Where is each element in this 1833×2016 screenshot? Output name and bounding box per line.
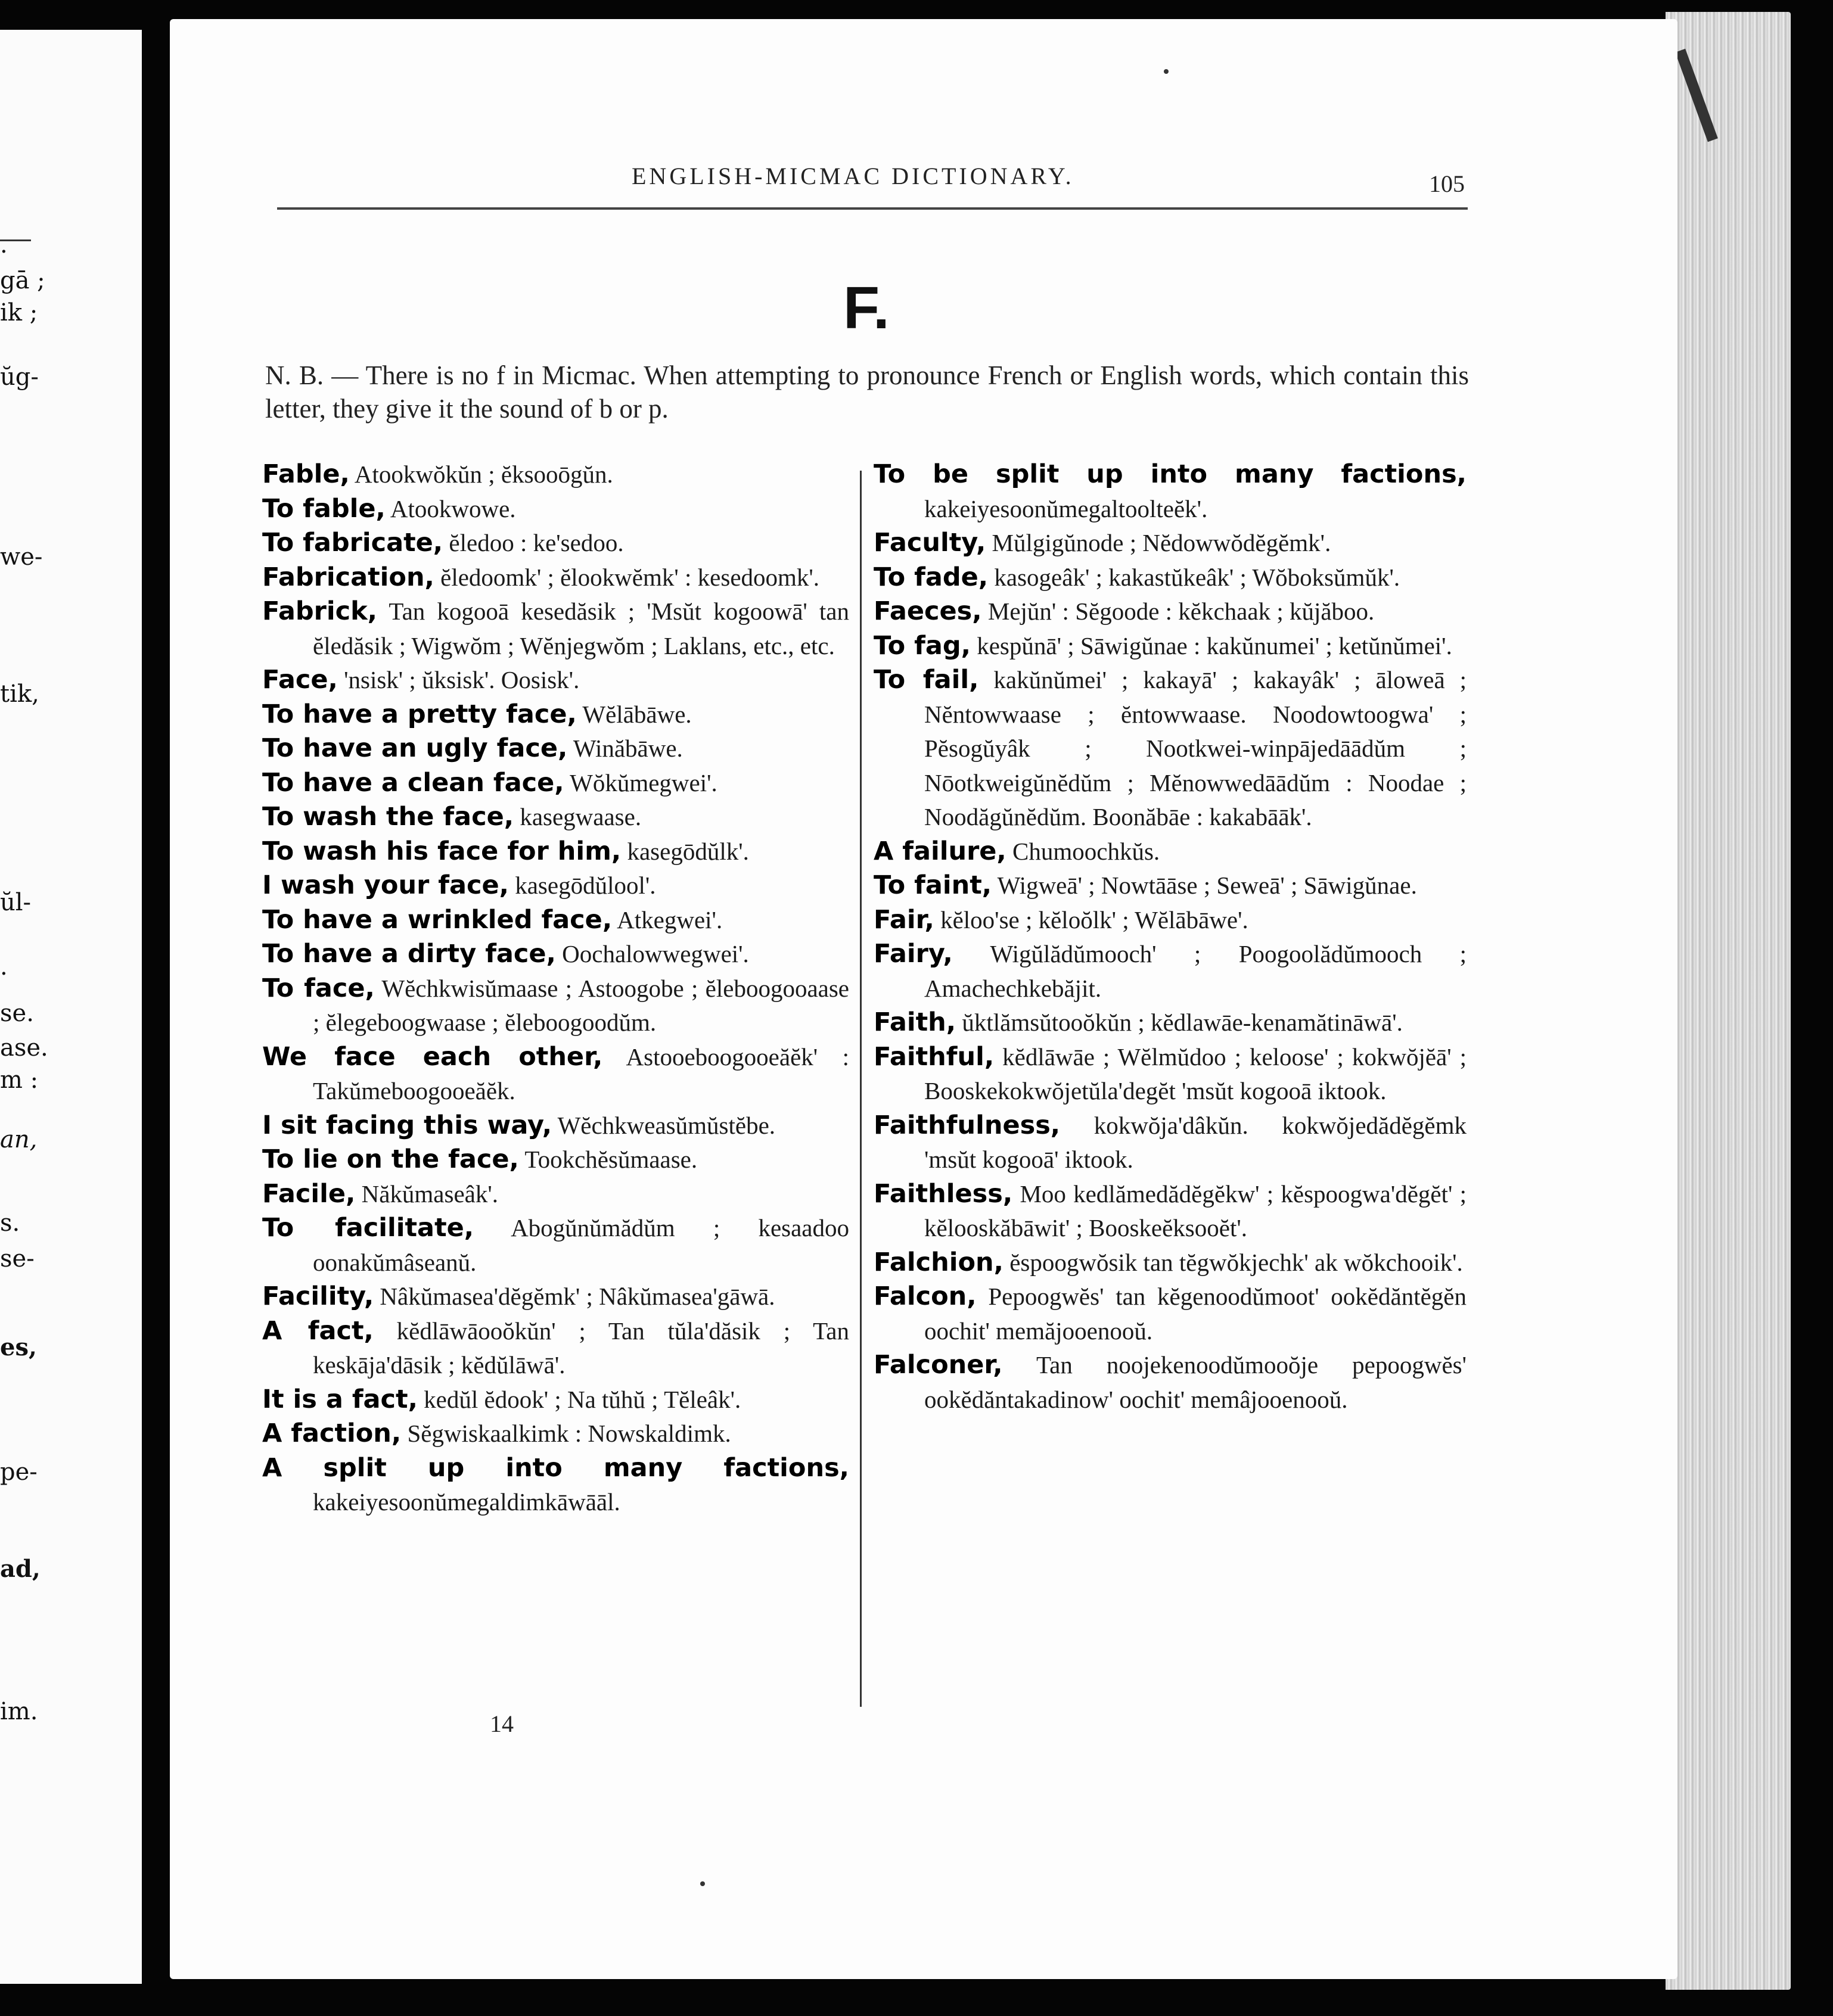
running-head: ENGLISH-MICMAC DICTIONARY.	[632, 163, 1074, 189]
entry-definition: 'nsisk' ; ŭksisk'. Oosisk'.	[344, 666, 580, 693]
left-fragment: we-	[0, 543, 43, 571]
signature-mark: 14	[490, 1710, 514, 1737]
dictionary-entry	[262, 492, 849, 527]
dictionary-entry	[262, 1314, 849, 1383]
section-letter: F.	[843, 275, 890, 341]
header-rule	[277, 207, 1468, 210]
entry-headword: Facile,	[262, 1178, 356, 1209]
dictionary-entry	[262, 869, 849, 903]
entry-headword: Fabrick,	[262, 596, 378, 626]
entry-headword: Falconer,	[874, 1350, 1003, 1380]
entry-headword: I wash your face,	[262, 870, 509, 900]
note-paragraph: N. B. — There is no f in Micmac. When attempting to pronounce French or English words, which contain this letter, they give it the sound of b or p.	[265, 360, 1469, 424]
entry-definition: kakeiyesoonŭmegaldimkāwāāl.	[313, 1488, 620, 1516]
left-fragment: .	[0, 231, 8, 259]
dictionary-entry	[262, 458, 849, 492]
dictionary-entry	[874, 1006, 1467, 1040]
entry-definition: Sĕgwiskaalkimk : Nowskaldimk.	[407, 1420, 731, 1447]
page-edges	[1666, 12, 1791, 1990]
entry-headword: Faithfulness,	[874, 1110, 1061, 1140]
speck	[700, 1881, 705, 1886]
left-fragment: m :	[0, 1066, 39, 1094]
entry-definition: Wŏkŭmegwei'.	[570, 769, 717, 797]
left-fragment: ŭg-	[0, 363, 39, 391]
entry-headword: To fable,	[262, 493, 386, 524]
entry-headword: It is a fact,	[262, 1384, 418, 1414]
left-fragment: gā ;	[0, 267, 45, 294]
left-fragment: se-	[0, 1245, 35, 1273]
entry-definition: Nâkŭmasea'dĕgĕmk' ; Nâkŭmasea'gāwā.	[380, 1283, 775, 1310]
entry-headword: Faeces,	[874, 596, 982, 626]
entry-headword: Falchion,	[874, 1247, 1004, 1277]
entry-definition: Mejŭn' : Sĕgoode : kĕkchaak ; kŭjăboo.	[987, 598, 1375, 625]
entry-definition: kokwŏja'dâkŭn. kokwŏjedădĕgĕmk 'msŭt kogooā' iktook.	[924, 1111, 1467, 1173]
entry-headword: Fabrication,	[262, 562, 434, 592]
entry-definition: Abogŭnŭmădŭm ; kesaadoo oonakŭmâseanŭ.	[313, 1214, 849, 1276]
dictionary-entry	[262, 1109, 849, 1143]
dictionary-entry	[874, 526, 1467, 561]
dictionary-entry	[874, 1177, 1467, 1246]
dictionary-entry	[874, 1040, 1467, 1109]
dictionary-entry	[874, 663, 1467, 835]
entry-definition: Oochalowwegwei'.	[562, 940, 749, 967]
entry-definition: Wigweā' ; Nowtāāse ; Seweā' ; Sāwigŭnae.	[997, 872, 1417, 899]
left-fragment: se.	[0, 1000, 34, 1027]
entry-headword: To have a dirty face,	[262, 939, 556, 969]
dictionary-entry	[874, 595, 1467, 629]
entry-headword: Fable,	[262, 459, 350, 489]
entry-headword: A split up into many factions,	[262, 1452, 849, 1483]
entry-definition: ĕledoomk' ; ĕlookwĕmk' : kesedoomk'.	[440, 563, 820, 591]
entry-headword: We face each other,	[262, 1041, 603, 1072]
entry-headword: To wash the face,	[262, 802, 514, 832]
entry-definition: kasegōdŭlool'.	[515, 872, 656, 899]
left-fragment: tik,	[0, 680, 39, 708]
dictionary-entry	[262, 800, 849, 835]
left-fragment: ad,	[0, 1555, 41, 1583]
dictionary-entry	[262, 937, 849, 972]
dictionary-entry	[262, 1040, 849, 1109]
dictionary-entry	[874, 869, 1467, 903]
dictionary-entry	[262, 1280, 849, 1314]
left-fragment: ŭl-	[0, 889, 32, 916]
dictionary-entry	[262, 663, 849, 698]
left-fragment: s.	[0, 1209, 20, 1237]
entry-definition: Tan noojekenoodŭmooŏje pepoogwĕs' ookĕdăntakadinow' oochit' memâjooenooŭ.	[924, 1351, 1467, 1413]
entry-headword: A failure,	[874, 836, 1006, 866]
dictionary-entry	[874, 458, 1467, 526]
entry-definition: kedŭl ĕdook' ; Na tŭhŭ ; Tĕleâk'.	[424, 1385, 741, 1413]
entry-headword: To facilitate,	[262, 1213, 474, 1243]
entry-definition: Chumoochkŭs.	[1012, 837, 1160, 865]
entry-headword: To have a wrinkled face,	[262, 904, 613, 935]
right-column	[874, 458, 1467, 1417]
left-column	[262, 458, 849, 1520]
left-fragment: im.	[0, 1698, 38, 1725]
entry-definition: kakŭnŭmei' ; kakayā' ; kakayâk' ; āloweā ; Nĕntowwaase ; ĕntowwaase. Noodowtoogwa' ; Pĕsogŭyâk ; Nootkwei-winpājedāādŭm ; Nōotkweigŭnĕdŭm ; Mĕnowwedāādŭm : Noodae ; Noodăgŭnĕdŭm. Boonăbāe : kakabāāk'.	[924, 666, 1467, 830]
entry-definition: Pepoogwĕs' tan kĕgenoodŭmoot' ookĕdăntĕgĕn oochit' memăjooenooŭ.	[924, 1283, 1467, 1345]
entry-headword: To wash his face for him,	[262, 836, 622, 866]
entry-headword: To have a clean face,	[262, 767, 564, 798]
dictionary-entry	[262, 526, 849, 561]
entry-definition: kasogeâk' ; kakastŭkeâk' ; Wŏboksŭmŭk'.	[994, 563, 1400, 591]
dictionary-entry	[262, 698, 849, 732]
left-fragment: es,	[0, 1333, 37, 1361]
entry-headword: Falcon,	[874, 1281, 977, 1311]
left-fragment: .	[0, 953, 8, 981]
dictionary-entry	[874, 1280, 1467, 1348]
left-fragment: ik ;	[0, 299, 38, 326]
entry-headword: To faint,	[874, 870, 992, 900]
entry-definition: Winăbāwe.	[573, 735, 683, 762]
entry-headword: A faction,	[262, 1418, 402, 1448]
entry-headword: To fabricate,	[262, 528, 443, 558]
dictionary-entry	[874, 1348, 1467, 1417]
entry-headword: To have an ugly face,	[262, 733, 568, 763]
entry-headword: Fair,	[874, 904, 934, 935]
entry-definition: Atookwŏkŭn ; ĕksooōgŭn.	[354, 461, 613, 488]
column-divider	[860, 471, 862, 1707]
entry-definition: Tookchĕsŭmaase.	[524, 1146, 698, 1173]
entry-headword: To lie on the face,	[262, 1144, 519, 1174]
dictionary-entry	[262, 595, 849, 663]
entry-headword: A fact,	[262, 1315, 374, 1346]
entry-definition: Wigŭlădŭmooch' ; Poogoolădŭmooch ; Amachechkebăjit.	[924, 940, 1467, 1002]
page-number: 105	[1429, 170, 1465, 197]
entry-definition: kĕdlāwāe ; Wĕlmŭdoo ; keloose' ; kokwŏjĕā' ; Booskekokwŏjetŭla'degĕt 'msŭt kogooā iktook.	[924, 1043, 1467, 1105]
left-fragment: ase.	[0, 1034, 48, 1062]
entry-definition: ĕspoogwŏsik tan tĕgwŏkjechk' ak wŏkchooik'.	[1009, 1248, 1463, 1276]
entry-definition: Wĕchkweasŭmŭstĕbe.	[557, 1111, 776, 1139]
entry-headword: Faithless,	[874, 1178, 1013, 1209]
entry-definition: Atookwowe.	[390, 494, 516, 522]
entry-definition: Moo kedlămedădĕgĕkw' ; kĕspoogwa'dĕgĕt' ; kĕlooskăbāwit' ; Booskeĕksooĕt'.	[924, 1180, 1467, 1242]
entry-definition: Wĕchkwisŭmaase ; Astoogobe ; ĕleboogooaase ; ĕlegeboogwaase ; ĕleboogoodŭm.	[313, 974, 849, 1036]
dictionary-entry	[262, 903, 849, 938]
left-fragment: pe-	[0, 1458, 38, 1486]
entry-definition: kĕdlāwāooŏkŭn' ; Tan tŭla'dăsik ; Tan keskāja'dāsik ; kĕdŭlāwā'.	[313, 1317, 850, 1379]
entry-definition: ŭktlămsŭtooŏkŭn ; kĕdlawāe-kenamătināwā'.	[962, 1009, 1403, 1036]
dictionary-entry	[262, 1383, 849, 1417]
entry-definition: kakeiyesoonŭmegaltoolteĕk'.	[924, 494, 1208, 522]
dictionary-entry	[874, 629, 1467, 664]
dictionary-entry	[262, 766, 849, 801]
entry-definition: Năkŭmaseâk'.	[361, 1180, 498, 1208]
dictionary-entry	[262, 1417, 849, 1451]
entry-headword: To be split up into many factions,	[874, 459, 1467, 489]
entry-headword: To fail,	[874, 665, 979, 695]
dictionary-entry	[262, 1451, 849, 1520]
speck	[1164, 69, 1169, 74]
entry-definition: kĕloo'se ; kĕloŏlk' ; Wĕlābāwe'.	[940, 906, 1248, 934]
dictionary-entry	[874, 937, 1467, 1006]
left-facing-page	[0, 30, 142, 1984]
entry-definition: kasegwaase.	[520, 803, 642, 830]
entry-definition: kespŭnā' ; Sāwigŭnae : kakŭnumei' ; ketŭnŭmei'.	[977, 631, 1452, 659]
entry-headword: To fag,	[874, 630, 971, 661]
entry-definition: ĕledoo : ke'sedoo.	[449, 529, 624, 556]
entry-definition: Tan kogooā kesedăsik ; 'Msŭt kogoowā' tan ĕledăsik ; Wigwŏm ; Wĕnjegwŏm ; Laklans, etc., etc.	[313, 598, 849, 659]
entry-definition: Wĕlābāwe.	[582, 700, 692, 728]
entry-definition: Mŭlgigŭnode ; Nĕdowwŏdĕgĕmk'.	[992, 529, 1331, 556]
dictionary-entry	[874, 835, 1467, 869]
entry-definition: Astooeboogooeăĕk' : Takŭmeboogooeăĕk.	[313, 1043, 849, 1105]
entry-headword: To fade,	[874, 562, 989, 592]
dictionary-entry	[874, 903, 1467, 938]
entry-headword: I sit facing this way,	[262, 1110, 552, 1140]
entry-headword: Faculty,	[874, 528, 986, 558]
dictionary-entry	[262, 835, 849, 869]
entry-headword: Faithful,	[874, 1041, 995, 1072]
entry-headword: Face,	[262, 665, 338, 695]
dictionary-entry	[874, 1109, 1467, 1177]
dictionary-entry	[262, 1211, 849, 1280]
entry-headword: Fairy,	[874, 939, 953, 969]
entry-headword: To face,	[262, 973, 375, 1003]
entry-headword: Facility,	[262, 1281, 374, 1311]
dictionary-entry	[262, 1143, 849, 1177]
entry-headword: Faith,	[874, 1007, 956, 1037]
dictionary-entry	[262, 561, 849, 595]
dictionary-entry	[262, 1177, 849, 1212]
entry-definition: Atkegwei'.	[617, 906, 723, 934]
dictionary-entry	[262, 732, 849, 766]
dictionary-entry	[262, 972, 849, 1040]
entry-headword: To have a pretty face,	[262, 699, 577, 729]
dictionary-entry	[874, 1246, 1467, 1280]
entry-definition: kasegōdŭlk'.	[627, 837, 749, 865]
dictionary-entry	[874, 561, 1467, 595]
left-fragment: an,	[0, 1126, 38, 1153]
